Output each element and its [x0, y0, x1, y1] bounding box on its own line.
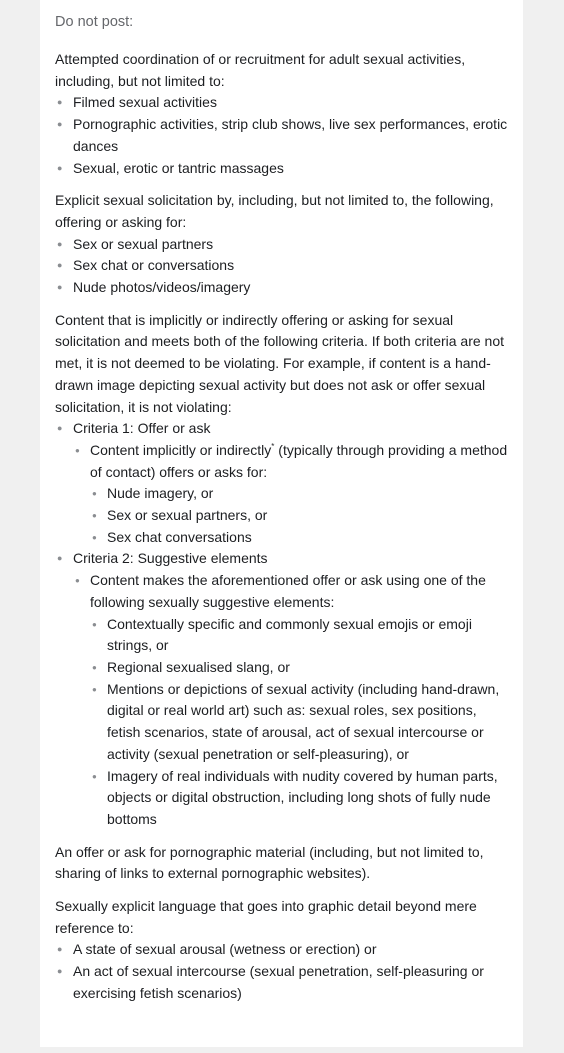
- bullet-icon: ●: [92, 619, 97, 629]
- bullet-icon: ●: [92, 532, 97, 542]
- bullet-icon: ●: [57, 97, 63, 108]
- list-item: ● Sexual, erotic or tantric massages: [55, 158, 508, 180]
- section-heading: Do not post:: [55, 14, 134, 30]
- bullet-icon: ●: [92, 489, 97, 499]
- list-item: ● A state of sexual arousal (wetness or erection) or: [55, 939, 508, 961]
- bullet-list: [55, 418, 508, 830]
- section-intro: Sexually explicit language that goes into graphic detail beyond mere reference to:: [55, 898, 477, 936]
- list-item: ● Content makes the aforementioned offer or ask using one of the following sexually suggestive elements: ● Contextually specific and commonly sexual emojis or emoji strings, or ● Regional sexualised slang, or ● Mentions or depictions of sexual activity (including hand-drawn, digital or real world art) such as: sexual roles, sex positions, fetish scenarios, state of arousal, act of sexual intercourse or activity (sexual penetration or self-pleasuring), or ● Imagery of real individuals with nudity covered by human parts, objects or digital obstruction, including long shots of fully nude bottoms: [73, 570, 508, 830]
- bullet-icon: ●: [57, 966, 63, 977]
- section-intro: Explicit sexual solicitation by, including, but not limited to, the following, offering or asking for:: [55, 192, 494, 230]
- sub-sub-list: [90, 614, 508, 831]
- section-explicit-language: [55, 896, 508, 1005]
- list-item: ● Sex chat or conversations: [55, 255, 508, 277]
- footnote-marker: *: [271, 441, 275, 451]
- bullet-icon: ●: [75, 445, 80, 455]
- bullet-icon: ●: [57, 238, 63, 249]
- sub-sub-list: [90, 483, 508, 548]
- list-item: ● Mentions or depictions of sexual activity (including hand-drawn, digital or real world art) such as: sexual roles, sex positions, fetish scenarios, state of arousal, act of sexual intercourse or activity (sexual penetration or self-pleasuring), or: [92, 680, 500, 762]
- bullet-icon: ●: [57, 282, 63, 293]
- section-pornographic-material: [55, 842, 508, 885]
- list-item: ● Sex or sexual partners, or: [90, 505, 508, 527]
- bullet-icon: ●: [92, 684, 97, 694]
- section-text: An offer or ask for pornographic material (including, but not limited to, sharing of links to external pornographic websites).: [55, 843, 484, 882]
- bullet-icon: ●: [57, 423, 63, 434]
- sub-list: [73, 440, 508, 549]
- list-item: ● Imagery of real individuals with nudity covered by human parts, objects or digital obstruction, including long shots of fully nude bottoms: [92, 767, 498, 827]
- criteria-2: ● Criteria 2: Suggestive elements ● Content makes the aforementioned offer or ask using one of the following sexually suggestive elements: ● Contextually specific and commonly sexual emojis or emoji strings, or ● Regional sexualised slang, or ● Mentions or depictions of sexual activity (including hand-drawn, digital or real world art) such as: sexual roles, sex positions, fetish scenarios, state of arousal, act of sexual intercourse or activity (sexual penetration or self-pleasuring), or ● Imagery of real individuals with nudity covered by human parts, objects or digital obstruction, including long shots of fully nude bottoms: [55, 548, 508, 830]
- bullet-icon: ●: [57, 260, 63, 271]
- section-coordination: [55, 49, 508, 179]
- bullet-icon: ●: [92, 511, 97, 521]
- bullet-list: [55, 234, 508, 299]
- bullet-list: [55, 92, 508, 179]
- bullet-icon: ●: [57, 162, 63, 173]
- list-item: ● Sex or sexual partners: [55, 234, 508, 256]
- list-item: ● Regional sexualised slang, or: [90, 657, 508, 679]
- section-explicit-solicitation: [55, 190, 508, 299]
- bullet-icon: ●: [92, 662, 97, 672]
- policy-card: [40, 0, 523, 1047]
- list-item: ● Nude imagery, or: [90, 483, 508, 505]
- sub-list: [73, 570, 508, 830]
- bullet-list: [55, 939, 508, 1004]
- bullet-icon: ●: [57, 944, 63, 955]
- list-item: ● Nude photos/videos/imagery: [55, 277, 508, 299]
- list-item: ● An act of sexual intercourse (sexual penetration, self-pleasuring or exercising fetish scenarios): [57, 963, 484, 1001]
- bullet-icon: ●: [57, 553, 63, 564]
- section-implicit-solicitation: [55, 310, 508, 831]
- section-intro: Content that is implicitly or indirectly offering or asking for sexual solicitation and meets both of the following criteria. If both criteria are not met, it is not deemed to be violating. For example, if content is a hand-drawn image depicting sexual activity but does not ask or offer sexual solicitation, it is not violating:: [55, 311, 505, 415]
- list-item: ● Content implicitly or indirectly* (typically through providing a method of contact) offers or asks for: ● Nude imagery, or ● Sex or sexual partners, or ● Sex chat conversations: [73, 440, 508, 549]
- bullet-icon: ●: [57, 119, 63, 130]
- list-item: ● Contextually specific and commonly sexual emojis or emoji strings, or: [92, 615, 472, 654]
- list-item: ● Pornographic activities, strip club shows, live sex performances, erotic dances: [57, 116, 508, 154]
- bullet-icon: ●: [75, 576, 80, 586]
- section-intro: Attempted coordination of or recruitment for adult sexual activities, including, but not limited to:: [55, 51, 466, 89]
- bullet-icon: ●: [92, 771, 97, 781]
- list-item: ● Sex chat conversations: [90, 527, 508, 549]
- criteria-1: ● Criteria 1: Offer or ask ● Content implicitly or indirectly* (typically through providing a method of contact) offers or asks for: ● Nude imagery, or ● Sex or sexual partners, or ● Sex chat conversations: [55, 418, 508, 548]
- list-item: ● Filmed sexual activities: [55, 92, 508, 114]
